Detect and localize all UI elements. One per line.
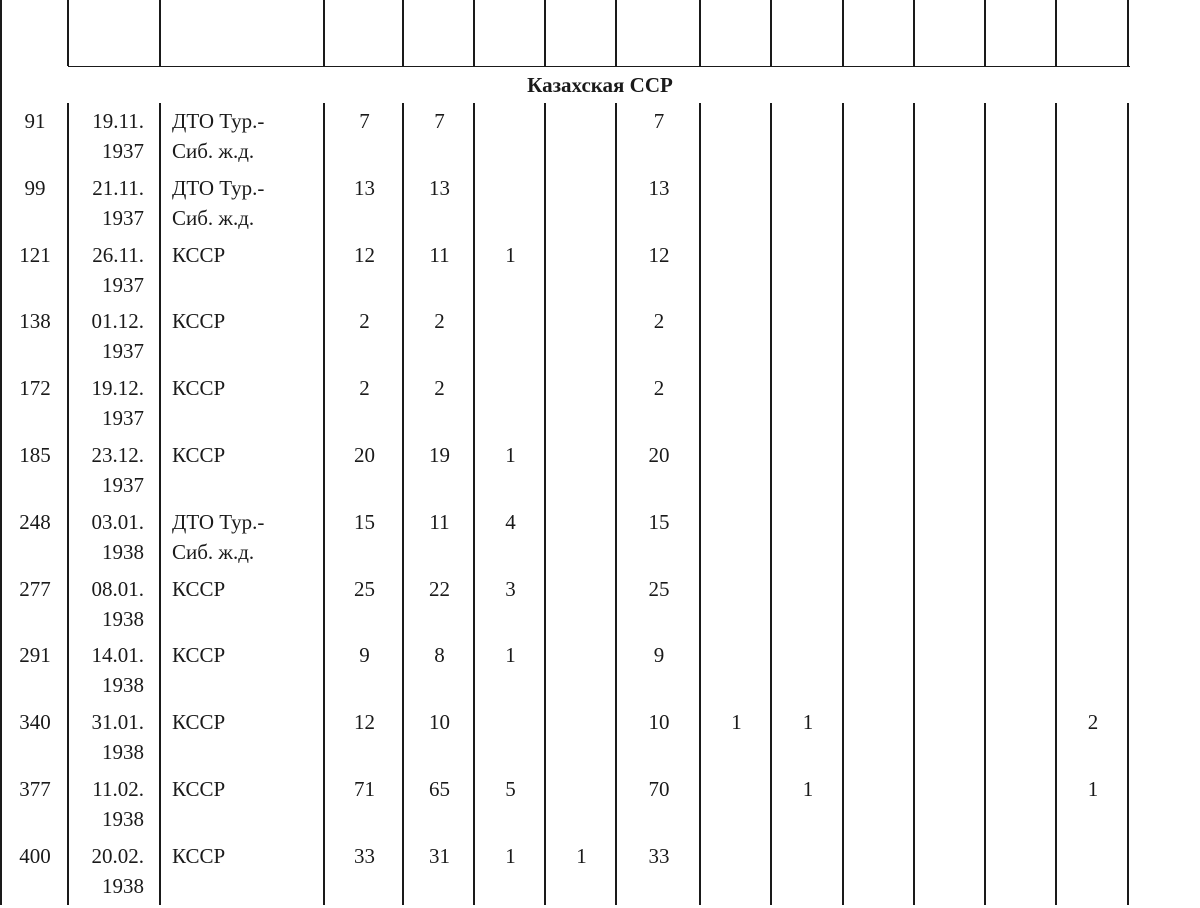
cell-date: 19.11. 1937 bbox=[92, 109, 144, 163]
table-row bbox=[0, 574, 1200, 641]
table-row bbox=[0, 841, 1200, 908]
table-row bbox=[0, 507, 1200, 574]
cell-c5: 31 bbox=[429, 843, 450, 868]
cell-c4: 71 bbox=[354, 777, 375, 801]
cell-c10: 1 bbox=[802, 710, 814, 735]
cell-num: 91 bbox=[24, 109, 46, 133]
column-divider bbox=[1127, 0, 1129, 66]
cell-c4: 12 bbox=[354, 242, 375, 267]
cell-num: 277 bbox=[19, 576, 51, 601]
cell-num: 138 bbox=[19, 309, 51, 334]
table-row bbox=[0, 373, 1200, 440]
cell-date: 20.02. 1938 bbox=[91, 843, 144, 898]
column-divider bbox=[473, 0, 475, 66]
cell-org: ДТО Тур.- Сиб. ж.д. bbox=[172, 175, 265, 230]
cell-c8: 33 bbox=[648, 843, 670, 868]
cell-date: 23.12. 1937 bbox=[91, 443, 144, 497]
column-divider bbox=[615, 0, 617, 66]
cell-date: 03.01. 1938 bbox=[91, 509, 144, 564]
cell-c8: 20 bbox=[648, 443, 670, 467]
cell-c5: 22 bbox=[429, 576, 450, 601]
cell-c8: 2 bbox=[653, 376, 665, 401]
table-row bbox=[0, 440, 1200, 507]
cell-c6: 5 bbox=[505, 777, 516, 801]
cell-c5: 2 bbox=[434, 309, 445, 334]
column-divider bbox=[1055, 0, 1057, 66]
cell-c4: 9 bbox=[359, 643, 370, 668]
cell-c5: 10 bbox=[429, 710, 450, 735]
column-divider bbox=[159, 0, 161, 66]
cell-org: КССР bbox=[172, 777, 226, 801]
cell-c4: 13 bbox=[354, 175, 375, 200]
cell-c5: 7 bbox=[434, 109, 445, 133]
table-row bbox=[0, 106, 1200, 173]
cell-num: 400 bbox=[19, 843, 51, 868]
cell-org: КССР bbox=[172, 576, 226, 601]
cell-org: КССР bbox=[172, 643, 226, 668]
cell-num: 340 bbox=[19, 710, 51, 735]
cell-c8: 9 bbox=[653, 643, 665, 668]
table-row bbox=[0, 774, 1200, 841]
cell-c4: 20 bbox=[354, 443, 375, 467]
cell-org: КССР bbox=[172, 843, 226, 868]
cell-date: 26.11. 1937 bbox=[92, 242, 144, 297]
cell-c6: 1 bbox=[505, 443, 516, 467]
cell-num: 248 bbox=[19, 509, 51, 534]
cell-c4: 12 bbox=[354, 710, 375, 735]
cell-c8: 2 bbox=[653, 309, 665, 334]
column-divider bbox=[544, 0, 546, 66]
cell-c8: 12 bbox=[648, 242, 670, 267]
cell-c5: 13 bbox=[429, 175, 450, 200]
cell-org: ДТО Тур.- Сиб. ж.д. bbox=[172, 509, 265, 564]
table-row bbox=[0, 707, 1200, 774]
cell-date: 31.01. 1938 bbox=[91, 710, 144, 765]
column-divider bbox=[402, 0, 404, 66]
cell-num: 99 bbox=[24, 175, 46, 200]
section-title: Казахская ССР bbox=[527, 73, 673, 97]
cell-num: 185 bbox=[19, 443, 51, 467]
cell-date: 08.01. 1938 bbox=[91, 576, 144, 631]
table-row bbox=[0, 240, 1200, 307]
cell-c4: 25 bbox=[354, 576, 375, 601]
cell-org: КССР bbox=[172, 309, 226, 334]
cell-c5: 19 bbox=[429, 443, 450, 467]
cell-c8: 25 bbox=[648, 576, 670, 601]
cell-c4: 7 bbox=[359, 109, 370, 133]
cell-date: 14.01. 1938 bbox=[91, 643, 144, 698]
cell-c6: 3 bbox=[505, 576, 516, 601]
cell-org: ДТО Тур.- Сиб. ж.д. bbox=[172, 109, 265, 163]
cell-c8: 70 bbox=[648, 777, 670, 801]
cell-org: КССР bbox=[172, 443, 226, 467]
cell-date: 11.02. 1938 bbox=[92, 777, 144, 831]
cell-c5: 65 bbox=[429, 777, 450, 801]
cell-c6: 1 bbox=[505, 242, 516, 267]
cell-c5: 11 bbox=[429, 242, 450, 267]
cell-c4: 33 bbox=[354, 843, 375, 868]
cell-c7: 1 bbox=[576, 843, 587, 868]
cell-num: 172 bbox=[19, 376, 51, 401]
cell-c4: 2 bbox=[359, 376, 370, 401]
column-divider bbox=[770, 0, 772, 66]
cell-c5: 8 bbox=[434, 643, 445, 668]
cell-org: КССР bbox=[172, 242, 226, 267]
header-bottom-rule bbox=[68, 66, 1130, 67]
cell-org: КССР bbox=[172, 376, 226, 401]
cell-c9: 1 bbox=[731, 710, 742, 735]
cell-date: 21.11. 1937 bbox=[92, 175, 144, 230]
cell-org: КССР bbox=[172, 710, 226, 735]
cell-num: 377 bbox=[19, 777, 51, 801]
column-divider bbox=[67, 0, 69, 66]
cell-date: 19.12. 1937 bbox=[91, 376, 144, 431]
table-row bbox=[0, 640, 1200, 707]
cell-c10: 1 bbox=[802, 777, 814, 801]
table-row bbox=[0, 306, 1200, 373]
cell-c8: 15 bbox=[648, 509, 670, 534]
cell-c4: 15 bbox=[354, 509, 375, 534]
cell-c5: 2 bbox=[434, 376, 445, 401]
cell-c8: 10 bbox=[648, 710, 670, 735]
column-divider bbox=[842, 0, 844, 66]
cell-c8: 13 bbox=[648, 175, 670, 200]
column-divider bbox=[323, 0, 325, 66]
cell-c14: 2 bbox=[1087, 710, 1099, 735]
cell-c5: 11 bbox=[429, 509, 450, 534]
cell-c6: 1 bbox=[505, 843, 516, 868]
table-row bbox=[0, 173, 1200, 240]
cell-c6: 1 bbox=[505, 643, 516, 668]
cell-num: 291 bbox=[19, 643, 51, 668]
cell-c4: 2 bbox=[359, 309, 370, 334]
column-divider bbox=[984, 0, 986, 66]
column-divider bbox=[913, 0, 915, 66]
cell-c14: 1 bbox=[1087, 777, 1099, 801]
cell-date: 01.12. 1937 bbox=[91, 309, 144, 364]
column-divider bbox=[699, 0, 701, 66]
cell-c8: 7 bbox=[653, 109, 665, 133]
cell-c6: 4 bbox=[505, 509, 516, 534]
cell-num: 121 bbox=[19, 242, 51, 267]
